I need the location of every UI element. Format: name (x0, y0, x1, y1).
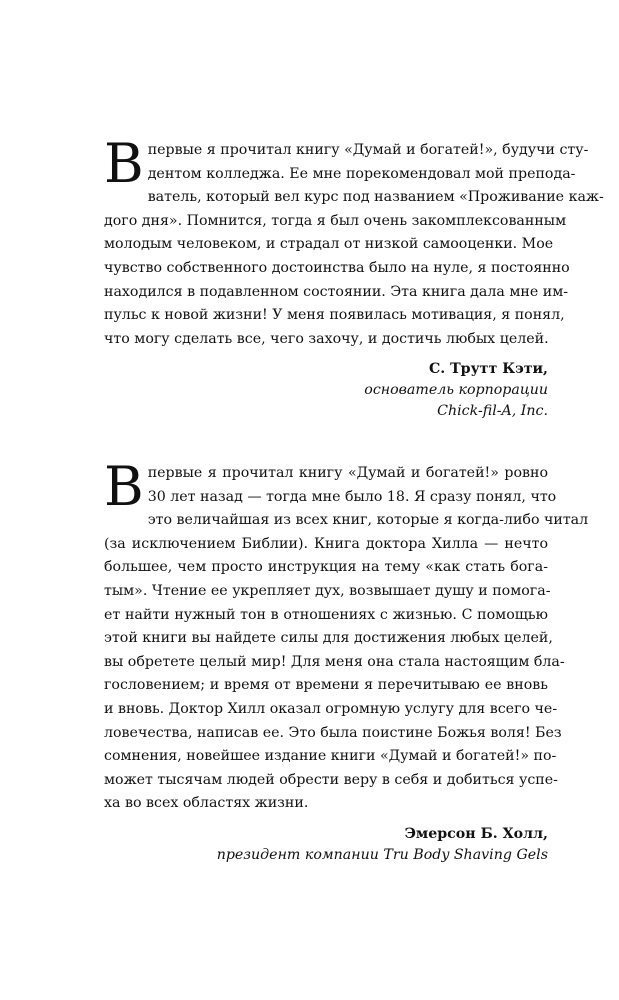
text-line: сомнения, новейшее издание книги «Думай и богатей!» по- (104, 748, 557, 765)
text-line: ха во всех областях жизни. (104, 795, 309, 812)
text-line: находился в подавленном состоянии. Эта книга дала мне им- (104, 283, 569, 300)
text-line: (за исключением Библии). Книга доктора Хилла — нечто (104, 535, 548, 552)
dropcap-letter: В (104, 455, 144, 518)
author-company: Chick-fil-A, Inc. (437, 403, 548, 420)
text-line: чувство собственного достоинства было на нуле, я постоянно (104, 259, 570, 276)
text-line: это величайшая из всех книг, которые я когда-либо читал (147, 512, 589, 529)
author-role: президент компании Tru Body Shaving Gels (216, 846, 548, 863)
author-name: Эмерсон Б. Холл, (404, 825, 548, 842)
testimonial-2 (104, 455, 589, 866)
signature-2 (104, 824, 548, 866)
author-role: основатель корпорации (364, 382, 548, 399)
text-line: этой книги вы найдете силы для достижения любых целей, (104, 630, 553, 647)
text-line: и вновь. Доктор Хилл оказал огромную услугу для всего че- (104, 700, 558, 717)
text-line: большее, чем просто инструкция на тему «как стать бога- (104, 559, 548, 576)
text-line: ватель, который вел курс под названием «Проживание каж- (147, 189, 604, 206)
testimonial-1 (104, 132, 604, 422)
testimonial-2-text (104, 455, 589, 816)
text-line: что могу сделать все, чего захочу, и достичь любых целей. (104, 330, 549, 347)
text-line: вы обретете целый мир! Для меня она стала настоящим бла- (104, 653, 565, 670)
text-line: первые я прочитал книгу «Думай и богатей!» ровно (147, 465, 548, 481)
text-line: может тысячам людей обрести веру в себя и добиться успе- (104, 771, 558, 788)
signature-1 (104, 359, 548, 422)
testimonial-1-text (104, 132, 604, 351)
text-line: гословением; и время от времени я перечитываю ее вновь (104, 677, 548, 694)
text-line: 30 лет назад — тогда мне было 18. Я сразу понял, что (147, 488, 557, 505)
text-line: пульс к новой жизни! У меня появилась мотивация, я понял, (104, 307, 565, 324)
text-line: молодым человеком, и страдал от низкой самооценки. Мое (104, 236, 554, 253)
text-line: первые я прочитал книгу «Думай и богатей!», будучи сту- (147, 142, 589, 158)
text-line: ловечества, написав ее. Это была поистине Божья воля! Без (104, 724, 562, 741)
text-line: ет найти нужный тон в отношениях с жизнью. С помощью (104, 606, 548, 623)
text-line: дентом колледжа. Ее мне порекомендовал мой препода- (147, 165, 576, 182)
author-name: С. Трутт Кэти, (428, 361, 548, 378)
text-line: дого дня». Помнится, тогда я был очень закомплексованным (104, 212, 567, 229)
dropcap-letter: В (104, 132, 144, 195)
text-line: тым». Чтение ее укрепляет дух, возвышает душу и помога- (104, 582, 551, 599)
